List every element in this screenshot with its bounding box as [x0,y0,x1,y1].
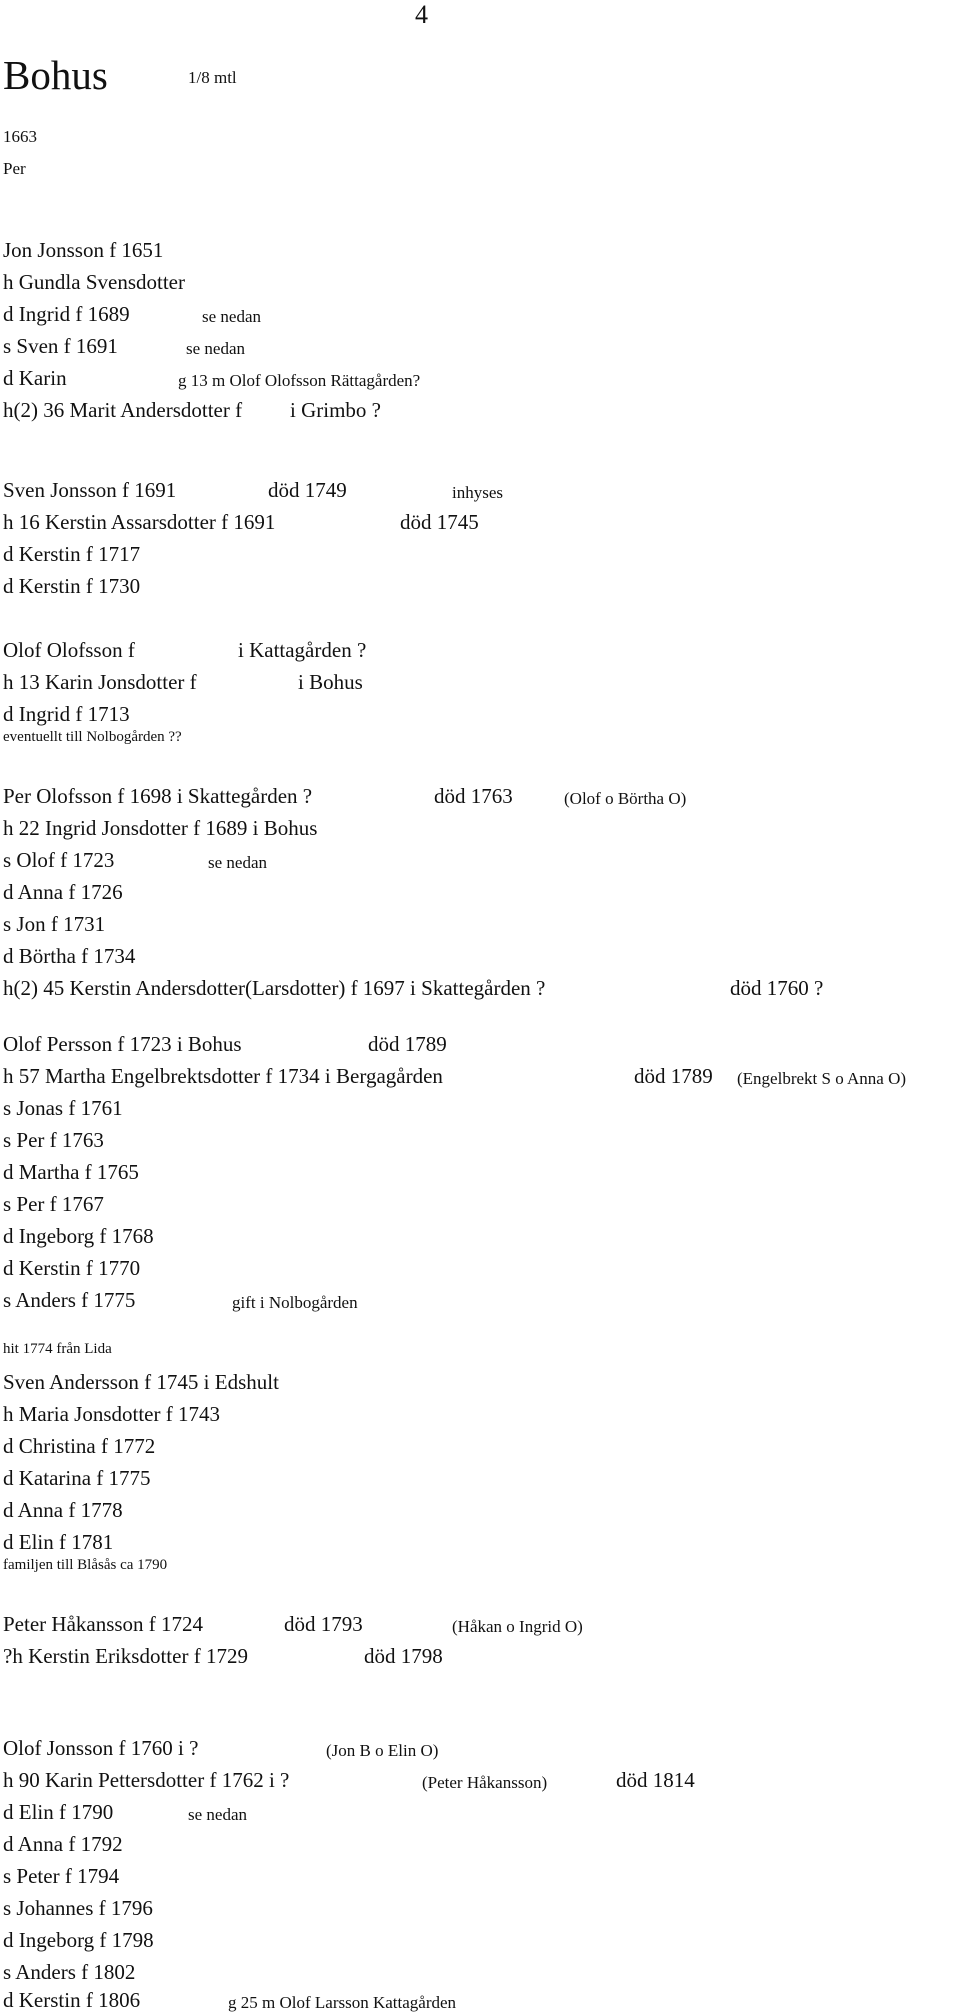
g3-wife-place: i Bohus [298,670,363,694]
g1-wife2: h(2) 36 Marit Andersdotter f [3,398,243,422]
g1-karin-note: g 13 m Olof Olofsson Rättagården? [178,371,421,390]
g8-child-3: s Peter f 1794 [3,1864,120,1888]
g8-child-6: s Anders f 1802 [3,1960,136,1984]
g6-child-1: d Christina f 1772 [3,1434,156,1458]
g4-child-2: d Anna f 1726 [3,880,123,904]
farm-title: Bohus [3,52,108,98]
g7-death: död 1793 [284,1612,363,1636]
g3-wife: h 13 Karin Jonsdotter f [3,670,197,694]
g1-child-sven: s Sven f 1691 [3,334,118,358]
g8-wife: h 90 Karin Pettersdotter f 1762 i ? [3,1768,290,1792]
g7-wife-death: död 1798 [364,1644,443,1668]
g8-wife-parents: (Peter Håkansson) [422,1773,548,1792]
g1-wife: h Gundla Svensdotter [3,270,185,294]
g8-child-5: d Ingeborg f 1798 [3,1928,154,1952]
g6-child-4: d Elin f 1781 [3,1530,114,1554]
g5-child-7-note: gift i Nolbogården [232,1293,358,1312]
g5-wife-parents: (Engelbrekt S o Anna O) [737,1069,907,1088]
farm-size: 1/8 mtl [188,68,237,87]
g5-death: död 1789 [368,1032,447,1056]
g2-head: Sven Jonsson f 1691 [3,478,177,502]
g6-child-3: d Anna f 1778 [3,1498,123,1522]
g5-child-6: d Kerstin f 1770 [3,1256,141,1280]
g8-child-2: d Anna f 1792 [3,1832,123,1856]
g4-death: död 1763 [434,784,513,808]
g4-child-1-note: se nedan [208,853,268,872]
g6-note: familjen till Blåsås ca 1790 [3,1557,168,1573]
year-1663: 1663 [3,127,37,146]
g2-note: inhyses [452,483,503,502]
g8-parents: (Jon B o Elin O) [326,1741,439,1760]
g8-child-4: s Johannes f 1796 [3,1896,153,1920]
g2-child-1: d Kerstin f 1717 [3,542,141,566]
g8-child-1: d Elin f 1790 [3,1800,114,1824]
g2-wife: h 16 Kerstin Assarsdotter f 1691 [3,510,276,534]
g5-child-2: s Per f 1763 [3,1128,104,1152]
g8-child-7: d Kerstin f 1806 [3,1988,141,2012]
g8-wife-death: död 1814 [616,1768,695,1792]
g5-child-5: d Ingeborg f 1768 [3,1224,154,1248]
g5-child-1: s Jonas f 1761 [3,1096,123,1120]
g4-child-1: s Olof f 1723 [3,848,115,872]
g2-child-2: d Kerstin f 1730 [3,574,141,598]
g5-child-7: s Anders f 1775 [3,1288,136,1312]
g6-origin: hit 1774 från Lida [3,1341,112,1357]
g6-child-2: d Katarina f 1775 [3,1466,151,1490]
g7-wife: ?h Kerstin Eriksdotter f 1729 [3,1644,248,1668]
g4-parents: (Olof o Börtha O) [564,789,687,808]
g5-child-3: d Martha f 1765 [3,1160,139,1184]
g3-child-1: d Ingrid f 1713 [3,702,130,726]
g2-wife-death: död 1745 [400,510,479,534]
g4-child-4: d Börtha f 1734 [3,944,136,968]
g8-head: Olof Jonsson f 1760 i ? [3,1736,199,1760]
g1-child-karin: d Karin [3,366,67,390]
g4-wife2-death: död 1760 ? [730,976,824,1000]
g3-head-place: i Kattagården ? [238,638,367,662]
g2-death: död 1749 [268,478,347,502]
g4-wife: h 22 Ingrid Jonsdotter f 1689 i Bohus [3,816,318,840]
g7-head: Peter Håkansson f 1724 [3,1612,204,1636]
g3-note: eventuellt till Nolbogården ?? [3,729,182,745]
g1-ingrid-note: se nedan [202,307,262,326]
g1-child-ingrid: d Ingrid f 1689 [3,302,130,326]
g4-wife2: h(2) 45 Kerstin Andersdotter(Larsdotter) f 1697 i Skattegården ? [3,976,546,1000]
g1-head: Jon Jonsson f 1651 [3,238,164,262]
g8-child-7-note: g 25 m Olof Larsson Kattagården [228,1993,457,2012]
g7-parents: (Håkan o Ingrid O) [452,1617,583,1636]
g3-head: Olof Olofsson f [3,638,135,662]
g5-head: Olof Persson f 1723 i Bohus [3,1032,242,1056]
g6-wife: h Maria Jonsdotter f 1743 [3,1402,220,1426]
g5-child-4: s Per f 1767 [3,1192,104,1216]
g5-wife-death: död 1789 [634,1064,713,1088]
g5-wife: h 57 Martha Engelbrektsdotter f 1734 i Bergagården [3,1064,443,1088]
g4-head: Per Olofsson f 1698 i Skattegården ? [3,784,313,808]
page-number: 4 [415,0,428,29]
g8-child-1-note: se nedan [188,1805,248,1824]
owner-1663: Per [3,159,26,178]
g1-wife2-place: i Grimbo ? [290,398,381,422]
g1-sven-note: se nedan [186,339,246,358]
g4-child-3: s Jon f 1731 [3,912,106,936]
g6-head: Sven Andersson f 1745 i Edshult [3,1370,279,1394]
